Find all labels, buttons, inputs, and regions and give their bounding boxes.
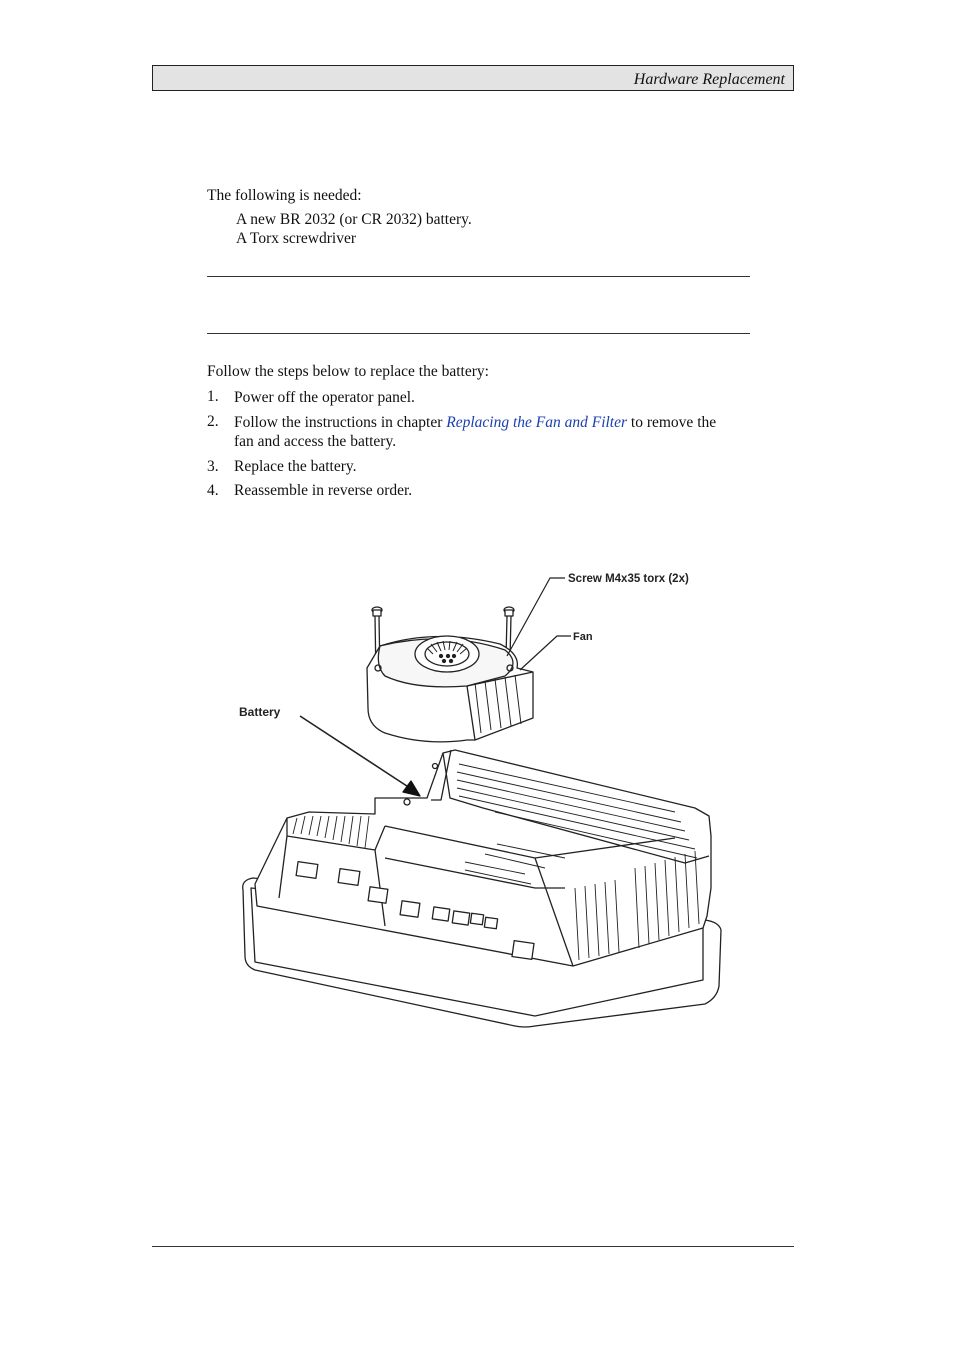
battery-replacement-diagram bbox=[235, 568, 765, 1030]
step-number: 1. bbox=[207, 388, 219, 405]
step-number: 4. bbox=[207, 482, 219, 499]
step-text-line2: fan and access the battery. bbox=[234, 433, 397, 450]
step-text bbox=[234, 413, 754, 451]
footer-rule bbox=[152, 1246, 794, 1247]
battery-label: Battery bbox=[239, 705, 281, 719]
step-text-post: to remove the bbox=[627, 414, 717, 431]
fan-label: Fan bbox=[573, 631, 593, 643]
fan bbox=[367, 636, 533, 742]
requirements-intro: The following is needed: bbox=[207, 187, 362, 204]
note-rule-top bbox=[207, 276, 750, 277]
step-text: Reassemble in reverse order. bbox=[234, 482, 413, 499]
requirement-item: A new BR 2032 (or CR 2032) battery. bbox=[236, 211, 472, 228]
step-number: 3. bbox=[207, 458, 219, 475]
procedure-intro: Follow the steps below to replace the battery: bbox=[207, 363, 489, 380]
step-number: 2. bbox=[207, 413, 219, 430]
running-header bbox=[152, 65, 794, 91]
screw-label: Screw M4x35 torx (2x) bbox=[568, 573, 689, 585]
requirement-item: A Torx screwdriver bbox=[236, 230, 357, 247]
step-text-pre: Follow the instructions in chapter bbox=[234, 414, 447, 431]
operator-panel bbox=[243, 750, 721, 1027]
chapter-link[interactable]: Replacing the Fan and Filter bbox=[446, 414, 628, 431]
step-text: Replace the battery. bbox=[234, 458, 357, 475]
note-rule-bottom bbox=[207, 333, 750, 334]
step-text: Power off the operator panel. bbox=[234, 389, 415, 406]
header-title: Hardware Replacement bbox=[633, 71, 785, 88]
